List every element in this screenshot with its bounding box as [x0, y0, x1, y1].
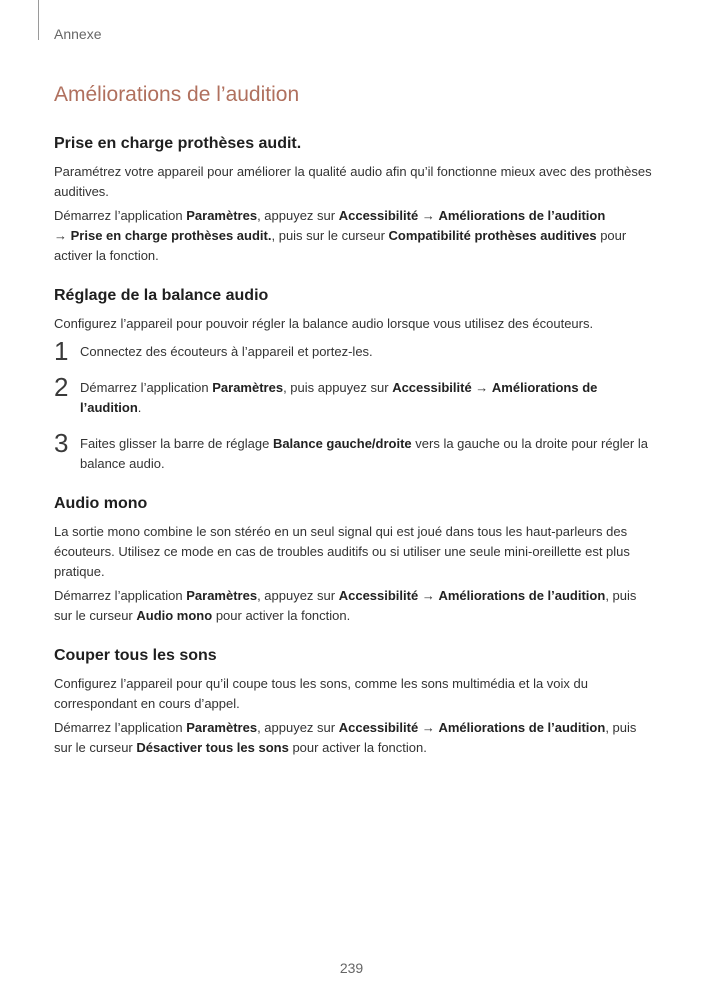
step-number: 2: [54, 372, 69, 402]
page-title: Améliorations de l’audition: [54, 83, 300, 106]
step-number: 3: [54, 428, 69, 458]
section-description: Paramétrez votre appareil pour améliorer la qualité audio afin qu’il fonctionne mieux avec des prothèses auditives.: [54, 164, 652, 199]
section-instructions: Démarrez l’application Paramètres, appuyez sur Accessibilité → Améliorations de l’audition, puis sur le curseur Audio mono pour activer la fonction.: [54, 588, 637, 623]
header-section-label: Annexe: [54, 26, 102, 42]
section-hearing-aids: [54, 133, 654, 266]
section-instructions: Démarrez l’application Paramètres, appuyez sur Accessibilité → Améliorations de l’audition → Prise en charge prothèses audit., puis sur le curseur Compatibilité prothèses auditives pour activer la fonction.: [54, 208, 627, 263]
step-number: 1: [54, 336, 69, 366]
section-heading: Réglage de la balance audio: [54, 287, 269, 304]
section-audio-balance: [54, 285, 654, 474]
section-description: Configurez l’appareil pour qu’il coupe tous les sons, comme les sons multimédia et la voix du correspondant en cours d’appel.: [54, 676, 588, 711]
step-item: 3 Faites glisser la barre de réglage Balance gauche/droite vers la gauche ou la droite pour régler la balance audio.: [54, 428, 648, 471]
section-description: Configurez l’appareil pour pouvoir régler la balance audio lorsque vous utilisez des écouteurs.: [54, 316, 594, 331]
section-mute-all: [54, 645, 654, 758]
section-description: La sortie mono combine le son stéréo en un seul signal qui est joué dans tous les haut-parleurs des écouteurs. Utilisez ce mode en cas de troubles auditifs ou si utiliser une seule mini-oreillette est plus pratique.: [54, 524, 630, 579]
steps-list: [54, 336, 654, 474]
section-heading: Couper tous les sons: [54, 647, 217, 664]
main-content: [54, 133, 654, 777]
section-instructions: Démarrez l’application Paramètres, appuyez sur Accessibilité → Améliorations de l’audition, puis sur le curseur Désactiver tous les sons pour activer la fonction.: [54, 720, 637, 755]
step-item: 2 Démarrez l’application Paramètres, puis appuyez sur Accessibilité → Améliorations de l’audition.: [54, 372, 598, 415]
section-heading: Audio mono: [54, 495, 148, 512]
section-audio-mono: [54, 493, 654, 626]
header-divider: [38, 0, 39, 40]
page-number: 239: [339, 960, 364, 976]
step-item: 1 Connectez des écouteurs à l’appareil et portez-les.: [54, 336, 373, 366]
section-heading: Prise en charge prothèses audit.: [54, 135, 302, 152]
